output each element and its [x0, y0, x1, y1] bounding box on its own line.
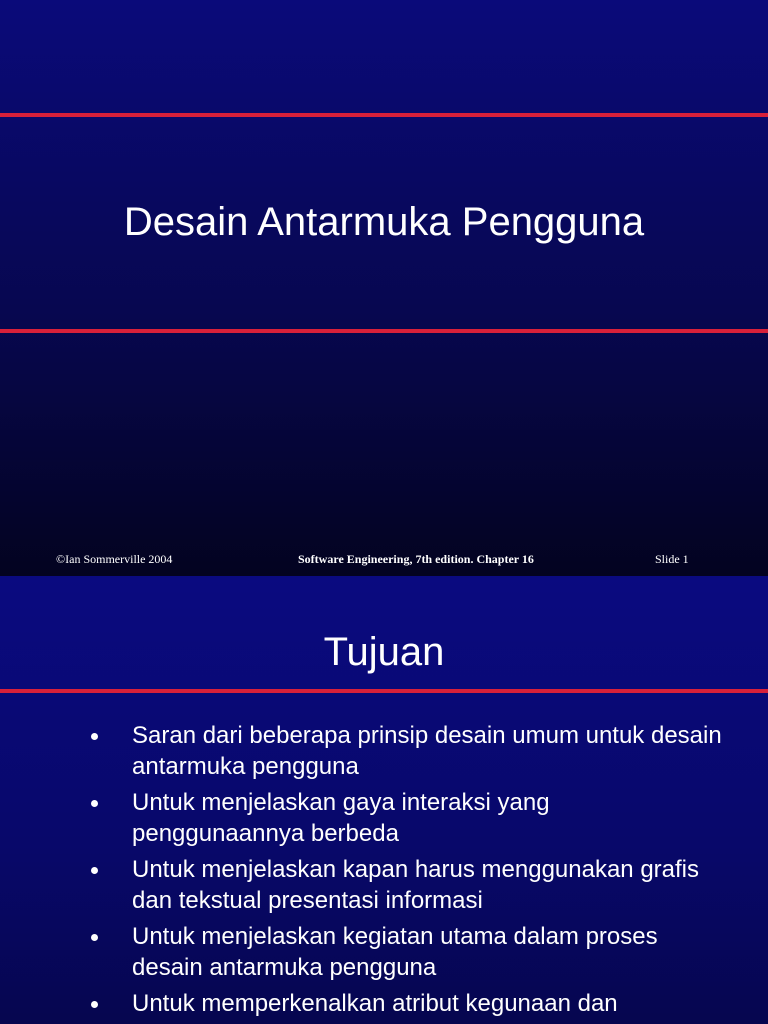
bullet-text: Untuk menjelaskan gaya interaksi yang penggunaannya berbeda	[132, 789, 550, 847]
slide-title: Tujuan	[323, 630, 445, 674]
bullet-icon	[91, 934, 98, 941]
top-divider	[0, 113, 768, 117]
bullet-icon	[91, 867, 98, 874]
bullet-item	[0, 720, 768, 782]
bullet-list	[0, 720, 768, 1024]
bullet-text: Untuk menjelaskan kapan harus menggunakan grafis dan tekstual presentasi informasi	[132, 856, 700, 914]
footer-copyright: ©Ian Sommerville 2004	[56, 552, 173, 566]
bullet-item	[0, 988, 768, 1019]
footer-book-title: Software Engineering, 7th edition. Chapter 16	[298, 552, 534, 566]
bullet-text: Saran dari beberapa prinsip desain umum untuk desain antarmuka pengguna	[132, 722, 722, 780]
bullet-text: Untuk memperkenalkan atribut kegunaan dan	[132, 990, 618, 1017]
footer-slide-number: Slide 1	[655, 552, 689, 566]
slide-title: Desain Antarmuka Pengguna	[123, 200, 645, 244]
slide-2	[0, 576, 768, 1024]
bullet-item	[0, 854, 768, 916]
bullet-icon	[91, 733, 98, 740]
bottom-divider	[0, 329, 768, 333]
bullet-icon	[91, 1001, 98, 1008]
bullet-item	[0, 787, 768, 849]
title-divider	[0, 689, 768, 693]
bullet-item	[0, 921, 768, 983]
bullet-text: Untuk menjelaskan kegiatan utama dalam proses desain antarmuka pengguna	[132, 923, 658, 981]
bullet-icon	[91, 800, 98, 807]
